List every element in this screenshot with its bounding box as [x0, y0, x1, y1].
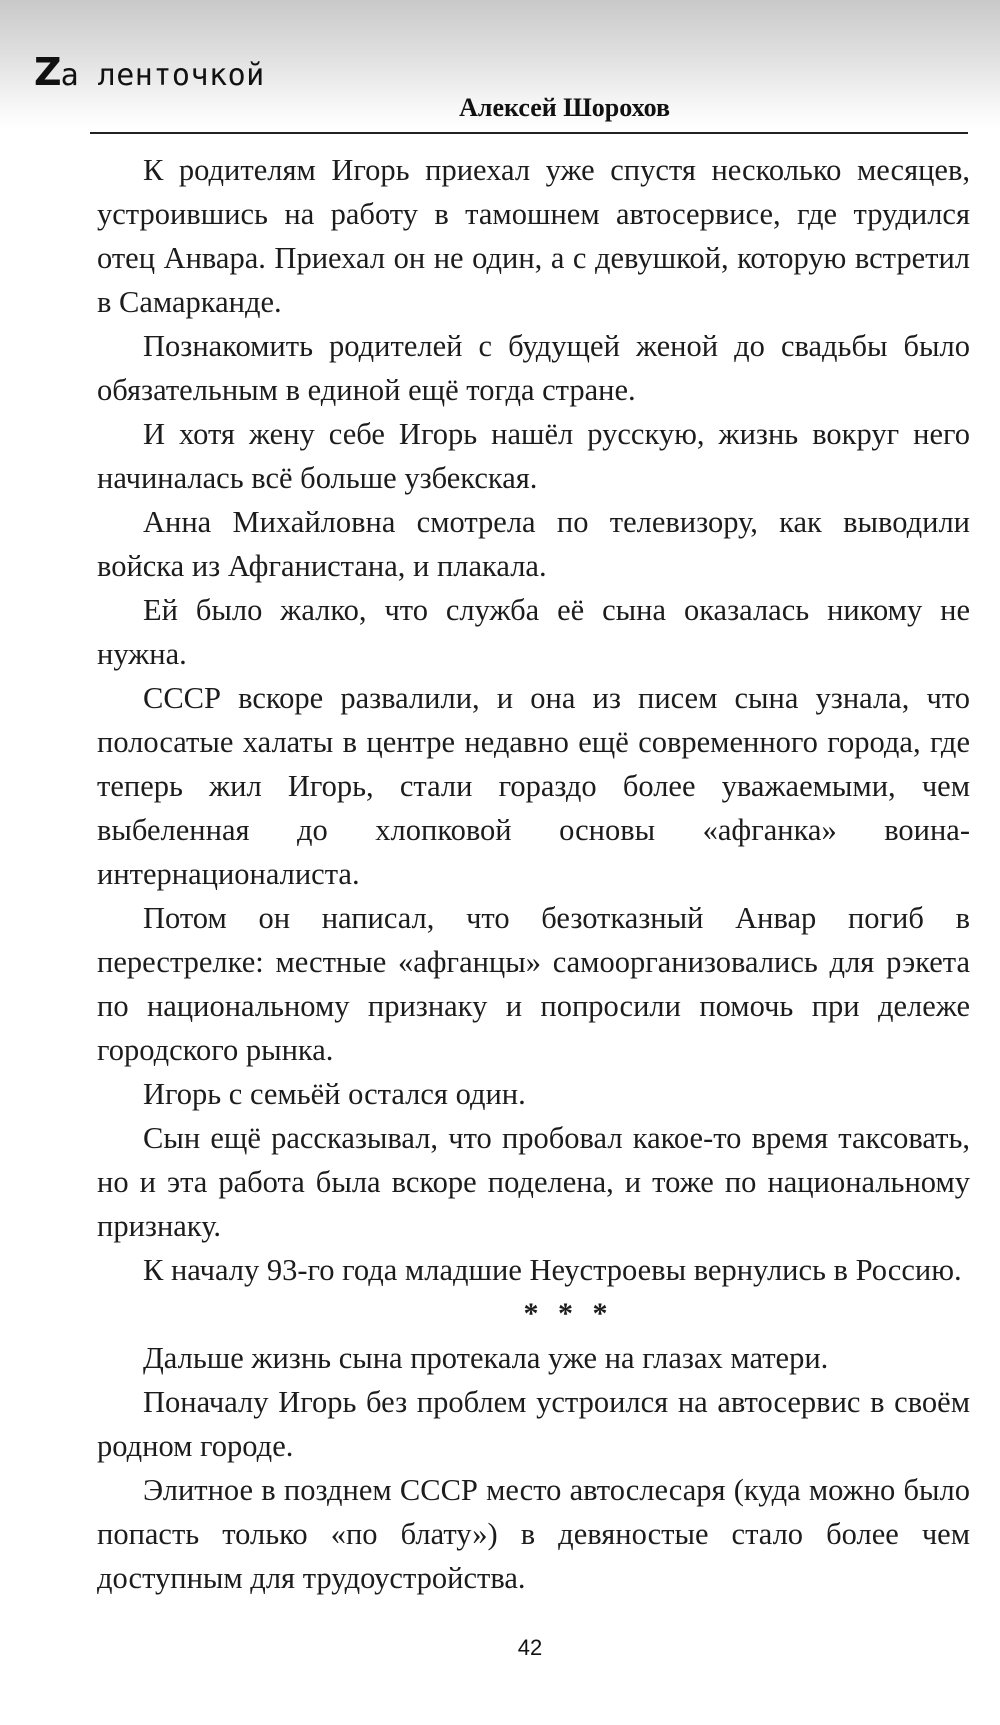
paragraph: Анна Михайловна смотрела по телевизору, как выводили войска из Афганистана, и плакала. [97, 505, 970, 583]
paragraph: Игорь с семьёй остался один. [143, 1077, 526, 1111]
paragraph: СССР вскоре развалили, и она из писем сына узнала, что полосатые халаты в центре недавно ещё современного города, где теперь жил Игорь, стали гораздо более уважаемыми, чем выбеленная до хлопковой основы «афганка» воина-интернационалиста. [97, 681, 970, 891]
paragraph: К родителям Игорь приехал уже спустя несколько месяцев, устроившись на работу в тамошнем автосервисе, где трудился отец Анвара. Приехал он не один, а с девушкой, которую встретил в Самарканде. [97, 153, 970, 319]
paragraph: Сын ещё рассказывал, что пробовал какое-то время таксовать, но и эта работа была вскоре поделена, и тоже по национальному признаку. [97, 1121, 970, 1243]
running-header [0, 0, 1000, 140]
paragraph: Элитное в позднем СССР место автослесаря (куда можно было попасть только «по блату») в девяностые стало более чем доступным для трудоустройства. [97, 1473, 970, 1595]
book-title [34, 50, 265, 94]
author-name: Алексей Шорохов [459, 93, 670, 122]
book-title-initial: Z [34, 50, 61, 94]
page-number: 42 [517, 1635, 543, 1660]
book-title-rest: а ленточкой [60, 58, 265, 93]
paragraph: И хотя жену себе Игорь нашёл русскую, жизнь вокруг него начиналась всё больше узбекская. [97, 417, 970, 495]
paragraph: К началу 93-го года младшие Неустроевы вернулись в Россию. [143, 1253, 962, 1287]
paragraph: Поначалу Игорь без проблем устроился на автосервис в своём родном городе. [97, 1385, 970, 1463]
paragraph: Познакомить родителей с будущей женой до свадьбы было обязательным в единой ещё тогда стране. [97, 329, 970, 407]
paragraph: Дальше жизнь сына протекала уже на глазах матери. [143, 1341, 829, 1375]
paragraph: Ей было жалко, что служба её сына оказалась никому не нужна. [97, 593, 970, 671]
section-break: * * * [523, 1297, 614, 1330]
body-text [97, 148, 970, 1600]
header-divider [90, 132, 968, 134]
paragraph: Потом он написал, что безотказный Анвар погиб в перестрелке: местные «афганцы» самоорганизовались для рэкета по национальному признаку и попросили помочь при дележе городского рынка. [97, 901, 970, 1067]
